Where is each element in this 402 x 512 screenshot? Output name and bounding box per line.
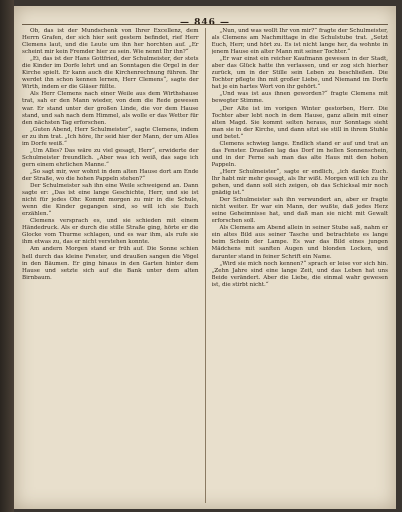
paragraph: „Und was ist aus ihnen geworden?“ fragte Clemens mit bewegter Stimme. [211,91,388,105]
paragraph: „So sagt mir, wer wohnt in dem alten Hause dort am Ende der Straße, wo die hohen Pappeln stehen?“ [22,168,199,182]
paragraph: „Er war einst ein reicher Kaufmann gewesen in der Stadt, aber das Glück hatte ihn verlassen, und er zog sich hierher zurück, um in der Stille sein Leben zu beschließen. Die Tochter pflegte ihn mit großer Liebe, und Niemand im Dorfe hat je ein hartes Wort von ihr gehört.“ [211,56,388,91]
paragraph: Der Schulmeister sah ihn verwundert an, aber er fragte nicht weiter. Er war ein Mann, der wußte, daß jedes Herz seine Geheimnisse hat, und daß man sie nicht mit Gewalt erforschen soll. [211,197,388,225]
book-page [14,6,396,509]
paragraph: Am andern Morgen stand er früh auf. Die Sonne schien hell durch das kleine Fenster, und draußen sangen die Vögel in den Bäumen. Er ging hinaus in den Garten hinter dem Hause und setzte sich auf die Bank unter dem alten Birnbaum. [22,246,199,281]
book-spine [0,0,14,512]
paragraph: „Nun, und was wollt Ihr von mir?“ fragte der Schulmeister, als Clemens am Nachmittage in die Schulstube trat. „Setzt Euch, Herr, und hört zu. Es ist nicht lange her, da wohnte in jenem Hause ein alter Mann mit seiner Tochter.“ [211,28,388,56]
paragraph: Ob, das ist der Mundschenk von Ihrer Excellenz, dem Herrn Grafen, der sich hier seit gestern befindet, rief Herr Clemens laut, und die Leute um ihn her horchten auf. „Er scheint mir kein Fremder hier zu sein. Wie nennt Ihr ihn?“ [22,28,199,56]
right-column [212,28,389,503]
paragraph: „Guten Abend, Herr Schulmeister“, sagte Clemens, indem er zu ihm trat. „Ich höre, Ihr seid hier der Mann, der um Alles im Dorfe weiß.“ [22,126,199,147]
left-column [22,28,199,503]
page-header [14,10,396,28]
paragraph: „Der Alte ist im vorigen Winter gestorben, Herr. Die Tochter aber lebt noch in dem Hause, ganz allein mit einer alten Magd. Sie kommt selten heraus, nur Sonntags sieht man sie in der Kirche, und dann sitzt sie still in ihrem Stuhle und betet.“ [211,105,388,140]
paragraph: „Wird sie mich noch kennen?“ sprach er leise vor sich hin. „Zehn Jahre sind eine lange Zeit, und das Leben hat uns Beide verändert. Aber die Liebe, die einmal wahr gewesen ist, die stirbt nicht.“ [211,260,388,288]
paragraph: „Herr Schulmeister“, sagte er endlich, „ich danke Euch. Ihr habt mir mehr gesagt, als Ihr wißt. Morgen will ich zu ihr gehen, und dann soll sich zeigen, ob das Schicksal mir noch gnädig ist.“ [211,168,388,197]
text-columns [22,28,388,503]
paragraph: Der Schulmeister sah ihn eine Weile schweigend an. Dann sagte er: „Das ist eine lange Geschichte, Herr, und sie ist nicht für jedes Ohr. Kommt morgen zu mir in die Schule, wenn die Kinder gegangen sind, so will ich sie Euch erzählen.“ [22,183,199,218]
page-number: — 846 — [179,18,231,28]
paragraph: Als Herr Clemens nach einer Weile aus dem Wirthshause trat, sah er den Mann wieder, von dem die Rede gewesen war. Er stand unter der großen Linde, die vor dem Hause stand, und sah nach dem Himmel, als wolle er das Wetter für den nächsten Tag erforschen. [22,91,199,126]
paragraph: Clemens versprach es, und sie schieden mit einem Händedruck. Als er durch die stille Straße ging, hörte er die Glocke vom Thurme schlagen, und es war ihm, als rufe sie ihm etwas zu, das er nicht verstehen konnte. [22,218,199,246]
column-divider [205,28,206,503]
paragraph: „Um Alles? Das wäre zu viel gesagt, Herr“, erwiderte der Schulmeister freundlich. „Aber was ich weiß, das sage ich gern einem ehrlichen Manne.“ [22,147,199,168]
header-rule [22,24,388,25]
paragraph: Als Clemens am Abend allein in seiner Stube saß, nahm er ein altes Bild aus seiner Tasche und betrachtete es lange beim Schein der Lampe. Es war das Bild eines jungen Mädchens mit sanften Augen und blonden Locken, und darunter stand in feiner Schrift ein Name. [211,225,388,260]
paragraph: „Ei, das ist der Hans Gottfried, der Schulmeister, der stets die Kinder im Dorfe lehrt und an Sonntagen die Orgel in der Kirche spielt. Er kann auch die Kirchenrechnung führen. Ihr werdet ihn schon kennen lernen, Herr Clemens“, sagte der Wirth, indem er die Gläser füllte. [22,56,199,91]
paragraph: Clemens schwieg lange. Endlich stand er auf und trat an das Fenster. Draußen lag das Dorf im hellen Sonnenschein, und in der Ferne sah man das alte Haus mit den hohen Pappeln. [211,140,388,168]
